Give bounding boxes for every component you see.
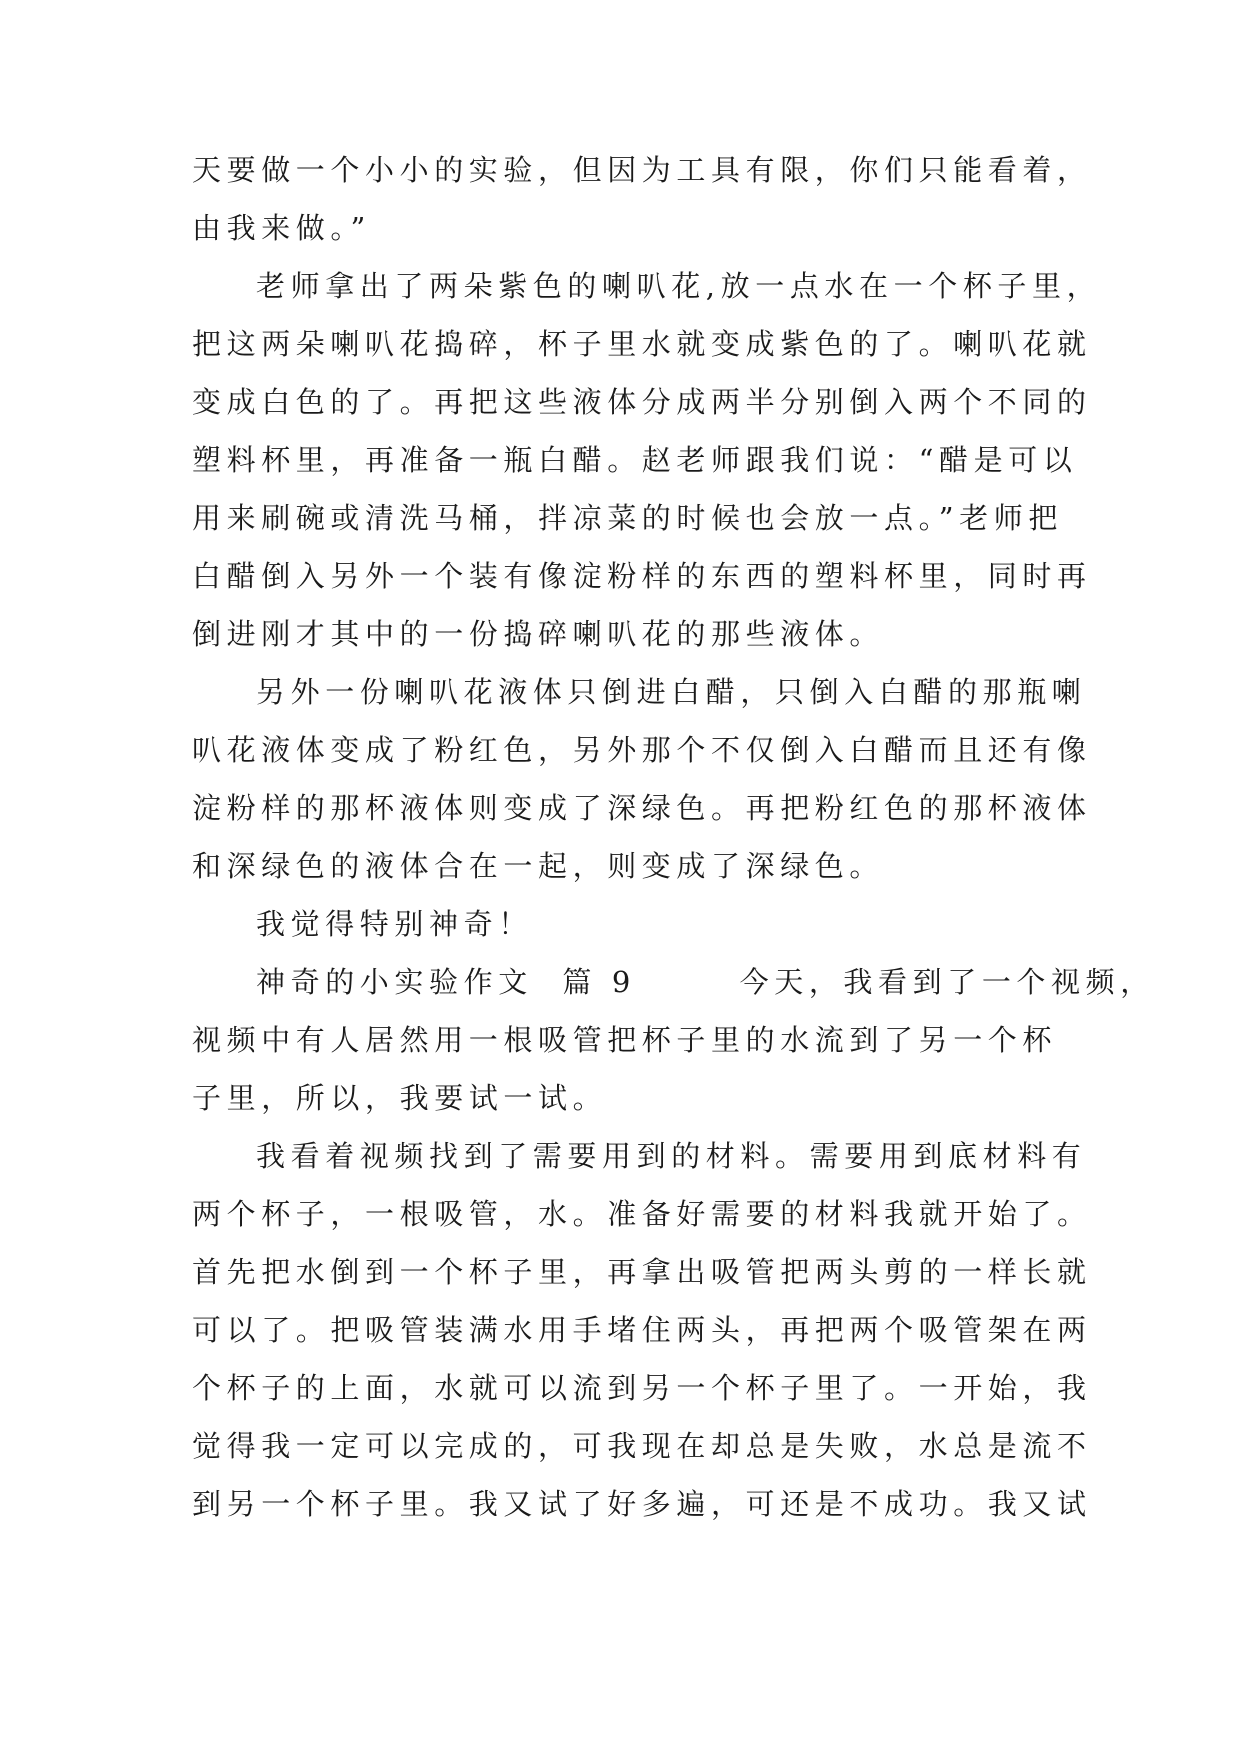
text-line: 倒进刚才其中的一份捣碎喇叭花的那些液体。: [192, 617, 885, 651]
text-line: 叭花液体变成了粉红色，另外那个不仅倒入白醋而且还有像: [192, 733, 1092, 767]
text-line: 到另一个杯子里。我又试了好多遍，可还是不成功。我又试: [192, 1487, 1092, 1521]
text-line: 可以了。把吸管装满水用手堵住两头，再把两个吸管架在两: [192, 1313, 1092, 1347]
text-line: 塑料杯里，再准备一瓶白醋。赵老师跟我们说：“醋是可以: [192, 443, 1078, 477]
text-line: 用来刷碗或清洗马桶，拌凉菜的时候也会放一点。”老师把: [192, 501, 1063, 535]
text-line: 天要做一个小小的实验，但因为工具有限，你们只能看着，: [192, 153, 1092, 187]
text-line: 和深绿色的液体合在一起，则变成了深绿色。: [192, 849, 885, 883]
text-line: 个杯子的上面，水就可以流到另一个杯子里了。一开始，我: [192, 1371, 1092, 1405]
text-line: 变成白色的了。再把这些液体分成两半分别倒入两个不同的: [192, 385, 1092, 419]
paragraph-start-line: 老师拿出了两朵紫色的喇叭花,放一点水在一个杯子里，: [256, 269, 1102, 303]
text-line: 觉得我一定可以完成的，可我现在却总是失败，水总是流不: [192, 1429, 1092, 1463]
section-heading-line: 神奇的小实验作文 篇 9 今天，我看到了一个视频，: [256, 965, 1155, 999]
text-line: 子里，所以，我要试一试。: [192, 1081, 608, 1115]
paragraph-start-line: 我看着视频找到了需要用到的材料。需要用到底材料有: [256, 1139, 1087, 1173]
text-line: 白醋倒入另外一个装有像淀粉样的东西的塑料杯里，同时再: [192, 559, 1092, 593]
text-line: 把这两朵喇叭花捣碎，杯子里水就变成紫色的了。喇叭花就: [192, 327, 1092, 361]
text-line: 视频中有人居然用一根吸管把杯子里的水流到了另一个杯: [192, 1023, 1058, 1057]
text-line: 由我来做。”: [192, 211, 371, 245]
text-line: 两个杯子，一根吸管，水。准备好需要的材料我就开始了。: [192, 1197, 1092, 1231]
paragraph-start-line: 另外一份喇叭花液体只倒进白醋，只倒入白醋的那瓶喇: [256, 675, 1087, 709]
paragraph-start-line: 我觉得特别神奇！: [256, 907, 533, 941]
text-line: 淀粉样的那杯液体则变成了深绿色。再把粉红色的那杯液体: [192, 791, 1092, 825]
text-line: 首先把水倒到一个杯子里，再拿出吸管把两头剪的一样长就: [192, 1255, 1092, 1289]
